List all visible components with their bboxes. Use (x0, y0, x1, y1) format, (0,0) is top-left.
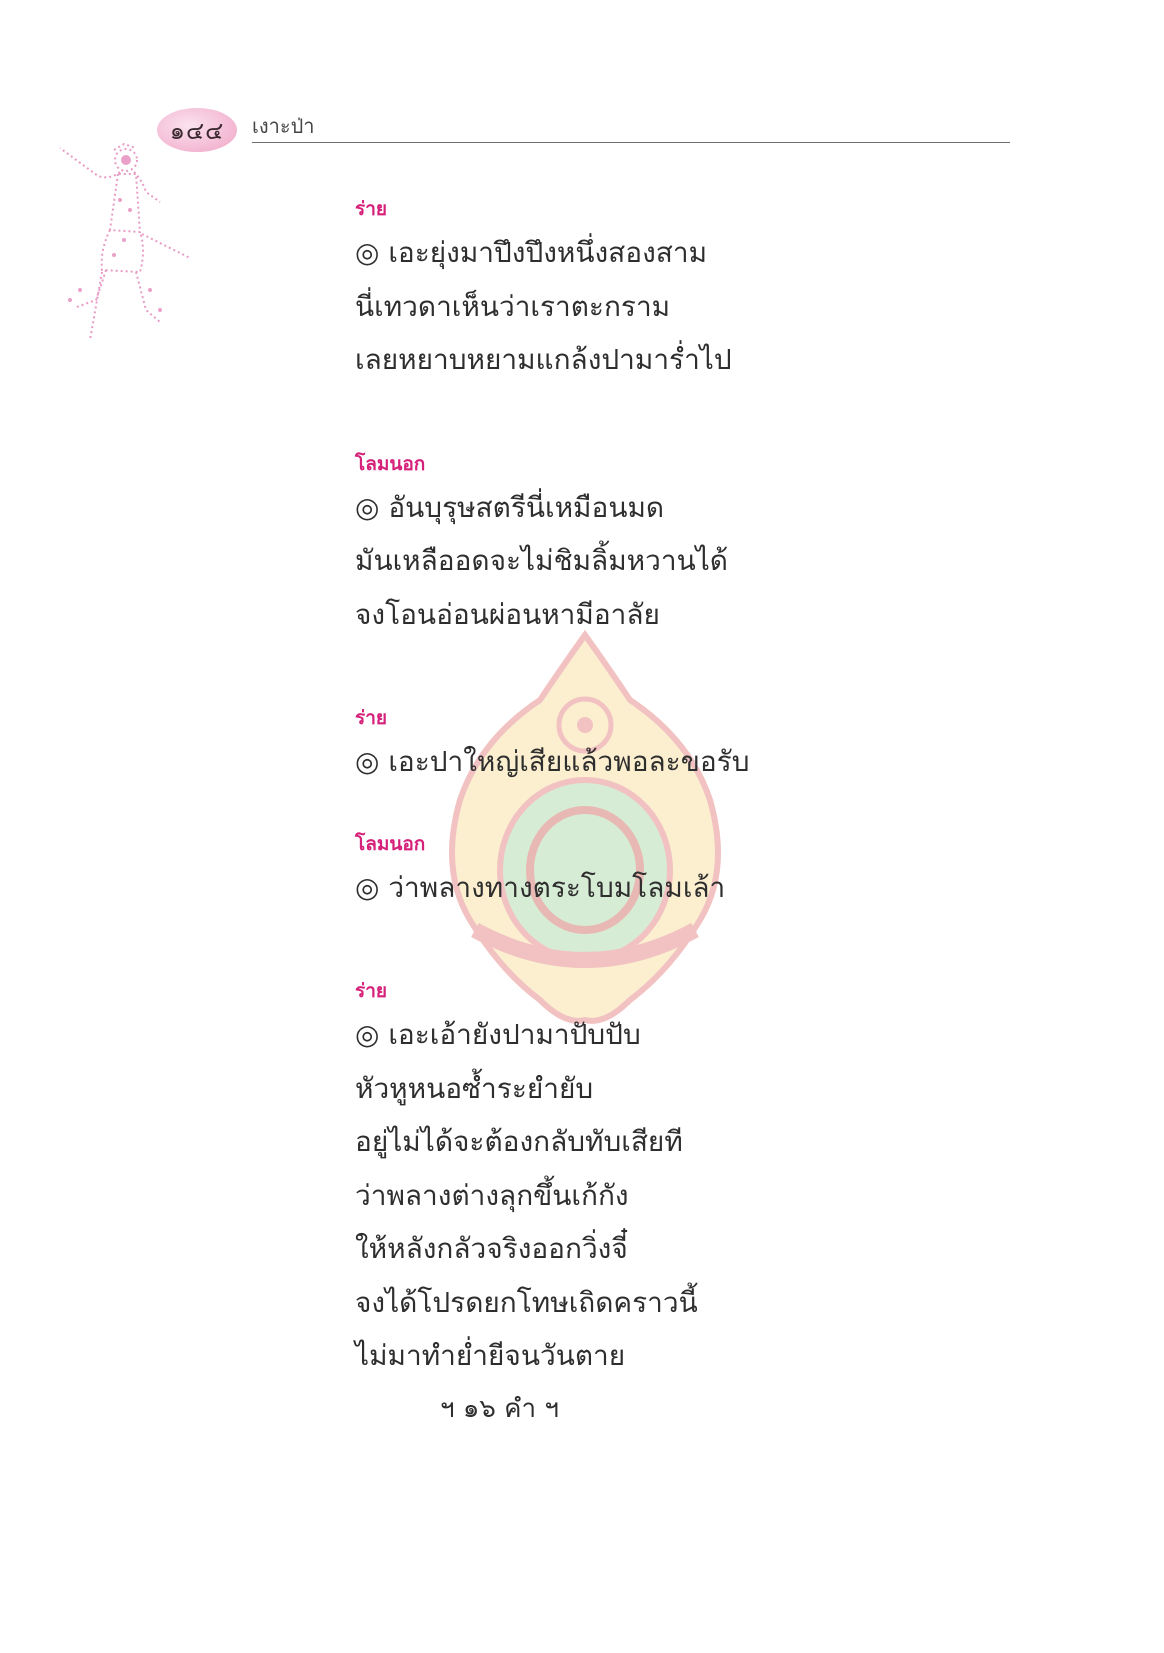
dancer-illustration (50, 140, 210, 350)
verse-line: นี่เทวดาเห็นว่าเราตะกราม (355, 289, 671, 323)
verse-line: ให้หลังกลัวจริงออกวิ่งจี๋ (355, 1232, 628, 1265)
verse-content (355, 192, 1055, 1436)
verse-line: ไม่มาทำย่ำยีจนวันตาย (355, 1339, 626, 1372)
speaker-label: ร่าย (355, 198, 388, 220)
speaker-label: ร่าย (355, 980, 388, 1002)
verse-line: ◎ เอะยุ่งมาปึงปึงหนึ่งสองสาม (355, 236, 708, 269)
header-rule (252, 142, 1010, 143)
verse-line: ว่าพลางต่างลุกขึ้นเก้กัง (355, 1178, 629, 1212)
speaker-label: โลมนอก (355, 832, 426, 855)
page-number: ๑๔๔ (169, 116, 225, 145)
verse-line: ◎ เอะเอ้ายังปามาปับปับ (355, 1018, 641, 1051)
speaker-label: ร่าย (355, 707, 388, 729)
verse-line: มันเหลืออดจะไม่ชิมลิ้มหวานได้ (355, 544, 728, 577)
speaker-label: โลมนอก (355, 452, 426, 475)
verse-line: ◎ อันบุรุษสตรีนี่เหมือนมด (355, 490, 665, 524)
verse-line: ◎ ว่าพลางทางตระโบมโลมเล้า (355, 870, 726, 904)
verse-line: จงได้โปรดยกโทษเถิดคราวนี้ (355, 1285, 698, 1319)
verse-line: เลยหยาบหยามแกล้งปามาร่ำไป (355, 343, 732, 376)
verse-line: จงโอนอ่อนผ่อนหามีอาลัย (355, 597, 660, 631)
verse-line: หัวหูหนอซ้ำระยำยับ (355, 1071, 594, 1105)
verse-line: อยู่ไม่ได้จะต้องกลับทับเสียที (355, 1125, 683, 1158)
running-title: เงาะป่า (252, 114, 315, 138)
verse-line: ◎ เอะปาใหญ่เสียแล้วพอละขอรับ (355, 745, 750, 778)
stanza-ending: ฯ ๑๖ คำ ฯ (440, 1393, 559, 1424)
